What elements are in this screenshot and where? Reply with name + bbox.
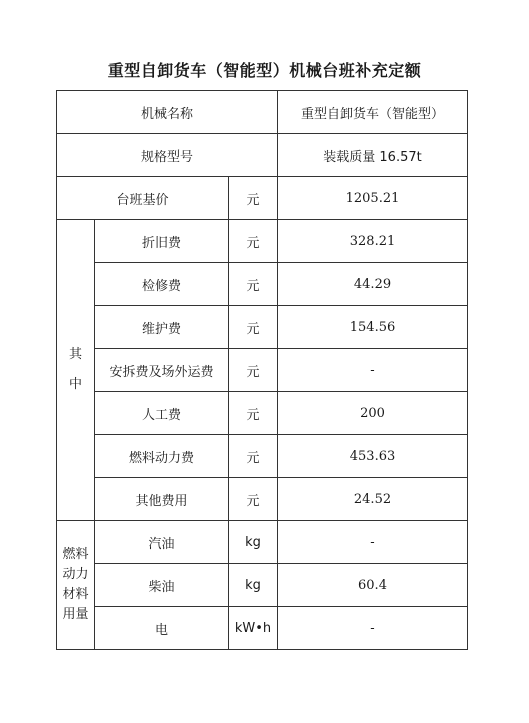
item-unit: 元	[229, 220, 278, 263]
quota-table	[56, 90, 468, 650]
item-unit: 元	[229, 349, 278, 392]
base-price-value: 1205.21	[278, 177, 468, 220]
table-row	[57, 263, 468, 306]
page-title: 重型自卸货车（智能型）机械台班补充定额	[107, 61, 422, 80]
fuel-value: -	[278, 521, 468, 564]
spec-value: 装载质量 16.57t	[278, 134, 468, 177]
item-value: 154.56	[278, 306, 468, 349]
fuel-label: 电	[95, 607, 229, 650]
table-row	[57, 306, 468, 349]
item-value: 44.29	[278, 263, 468, 306]
table-row	[57, 521, 468, 564]
item-value: 24.52	[278, 478, 468, 521]
base-price-unit: 元	[229, 177, 278, 220]
table-row	[57, 349, 468, 392]
item-label: 安拆费及场外运费	[95, 349, 229, 392]
item-value: 200	[278, 392, 468, 435]
table-row	[57, 134, 468, 177]
item-unit: 元	[229, 306, 278, 349]
item-value: 328.21	[278, 220, 468, 263]
item-label: 其他费用	[95, 478, 229, 521]
fuel-value: 60.4	[278, 564, 468, 607]
table-row	[57, 91, 468, 134]
table-row	[57, 392, 468, 435]
item-value: 453.63	[278, 435, 468, 478]
item-label: 折旧费	[95, 220, 229, 263]
group-label-among: 其 中	[57, 220, 95, 521]
fuel-value: -	[278, 607, 468, 650]
machine-name-label: 机械名称	[57, 91, 278, 134]
item-unit: 元	[229, 392, 278, 435]
table-row	[57, 478, 468, 521]
item-label: 维护费	[95, 306, 229, 349]
fuel-unit: kg	[229, 521, 278, 564]
spec-label: 规格型号	[57, 134, 278, 177]
fuel-unit: kg	[229, 564, 278, 607]
item-label: 人工费	[95, 392, 229, 435]
table-row	[57, 220, 468, 263]
fuel-label: 汽油	[95, 521, 229, 564]
item-label: 检修费	[95, 263, 229, 306]
group-label-fuel: 燃料 动力 材料 用量	[57, 521, 95, 650]
table-row	[57, 564, 468, 607]
fuel-label: 柴油	[95, 564, 229, 607]
item-unit: 元	[229, 263, 278, 306]
table-row	[57, 607, 468, 650]
fuel-unit: kW•h	[229, 607, 278, 650]
item-value: -	[278, 349, 468, 392]
machine-name-value: 重型自卸货车（智能型）	[278, 91, 468, 134]
item-unit: 元	[229, 478, 278, 521]
base-price-label: 台班基价	[57, 177, 229, 220]
table-row	[57, 435, 468, 478]
item-unit: 元	[229, 435, 278, 478]
item-label: 燃料动力费	[95, 435, 229, 478]
table-row	[57, 177, 468, 220]
